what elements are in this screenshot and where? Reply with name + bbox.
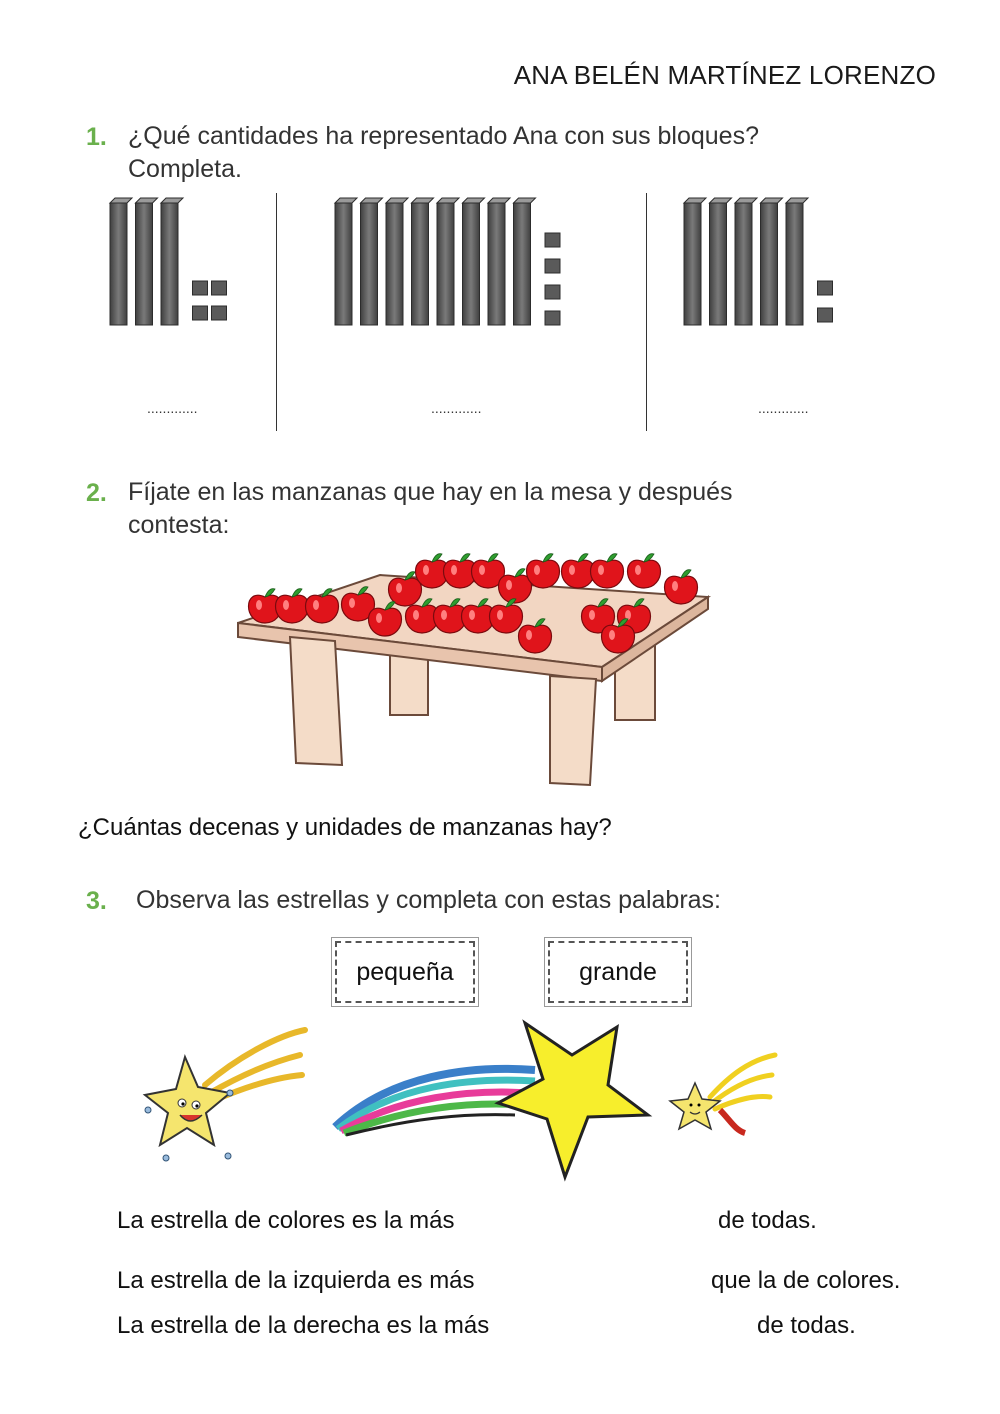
question-2-prompt: ¿Cuántas decenas y unidades de manzanas hay? bbox=[78, 814, 612, 841]
author-name: ANA BELÉN MARTÍNEZ LORENZO bbox=[513, 60, 936, 90]
ten-rod bbox=[361, 203, 378, 325]
answer-blank-1[interactable]: ............. bbox=[147, 400, 198, 416]
apple bbox=[628, 554, 661, 588]
unit-cube bbox=[545, 259, 560, 273]
ten-rod-top bbox=[514, 198, 536, 203]
ten-rod-top bbox=[437, 198, 459, 203]
ten-rod-top bbox=[786, 198, 808, 203]
divider-2 bbox=[646, 193, 647, 431]
ten-rod-top bbox=[110, 198, 132, 203]
ten-rod-top bbox=[136, 198, 158, 203]
question-1-line-2: Completa. bbox=[128, 155, 242, 183]
base-ten-blocks bbox=[0, 0, 1000, 440]
sentence-1-end: de todas. bbox=[718, 1207, 817, 1234]
divider-1 bbox=[276, 193, 277, 431]
ten-rod-top bbox=[161, 198, 183, 203]
ten-rod bbox=[161, 203, 178, 325]
right-star bbox=[670, 1055, 775, 1133]
ten-rod bbox=[684, 203, 701, 325]
ten-rod bbox=[710, 203, 727, 325]
sentence-1-start: La estrella de colores es la más bbox=[117, 1207, 455, 1234]
ten-rod bbox=[335, 203, 352, 325]
ten-rod-top bbox=[488, 198, 510, 203]
left-star bbox=[145, 1030, 305, 1161]
ten-rod bbox=[786, 203, 803, 325]
stars-illustration bbox=[130, 1015, 830, 1185]
ten-rod bbox=[110, 203, 127, 325]
ten-rod-top bbox=[463, 198, 485, 203]
unit-cube bbox=[193, 306, 208, 320]
answer-blank-3[interactable]: ............. bbox=[758, 400, 809, 416]
answer-blank-2[interactable]: ............. bbox=[431, 400, 482, 416]
apple bbox=[527, 554, 560, 588]
apple bbox=[276, 589, 309, 623]
unit-cube bbox=[212, 281, 227, 295]
sentence-3-start: La estrella de la derecha es la más bbox=[117, 1312, 490, 1339]
ten-rod bbox=[386, 203, 403, 325]
unit-cube bbox=[545, 233, 560, 247]
unit-cube bbox=[545, 285, 560, 299]
sentence-2-end: que la de colores. bbox=[711, 1267, 901, 1294]
ten-rod-top bbox=[361, 198, 383, 203]
rainbow-star bbox=[335, 1023, 648, 1177]
ten-rod-top bbox=[735, 198, 757, 203]
ten-rod bbox=[463, 203, 480, 325]
ten-rod bbox=[488, 203, 505, 325]
ten-rod-top bbox=[684, 198, 706, 203]
question-1-line-1: ¿Qué cantidades ha representado Ana con sus bloques? bbox=[128, 122, 759, 150]
question-1-number: 1. bbox=[86, 123, 107, 151]
question-2-number: 2. bbox=[86, 479, 107, 507]
ten-rod bbox=[514, 203, 531, 325]
apple bbox=[562, 554, 595, 588]
table-leg bbox=[290, 637, 342, 765]
apple-table-illustration bbox=[230, 545, 720, 795]
unit-cube bbox=[545, 311, 560, 325]
ten-rod bbox=[437, 203, 454, 325]
ten-rod bbox=[136, 203, 153, 325]
apple bbox=[591, 554, 624, 588]
ten-rod-top bbox=[710, 198, 732, 203]
question-2-line-2: contesta: bbox=[128, 511, 230, 539]
ten-rod bbox=[761, 203, 778, 325]
unit-cube bbox=[818, 281, 833, 295]
apple bbox=[665, 570, 698, 604]
sentence-2-start: La estrella de la izquierda es más bbox=[117, 1267, 475, 1294]
ten-rod-top bbox=[761, 198, 783, 203]
word-box-grande[interactable]: grande bbox=[548, 941, 688, 1003]
unit-cube bbox=[212, 306, 227, 320]
question-2-text bbox=[128, 476, 733, 542]
ten-rod-top bbox=[412, 198, 434, 203]
ten-rod bbox=[412, 203, 429, 325]
table-leg bbox=[550, 676, 596, 785]
sentence-3-end: de todas. bbox=[757, 1312, 856, 1339]
ten-rod-top bbox=[386, 198, 408, 203]
ten-rod-top bbox=[335, 198, 357, 203]
question-3-number: 3. bbox=[86, 887, 107, 915]
word-box-pequena[interactable]: pequeña bbox=[335, 941, 475, 1003]
ten-rod bbox=[735, 203, 752, 325]
question-2-line-1: Fíjate en las manzanas que hay en la mesa y después bbox=[128, 478, 733, 506]
unit-cube bbox=[818, 308, 833, 322]
question-3-text: Observa las estrellas y completa con estas palabras: bbox=[136, 886, 721, 914]
unit-cube bbox=[193, 281, 208, 295]
